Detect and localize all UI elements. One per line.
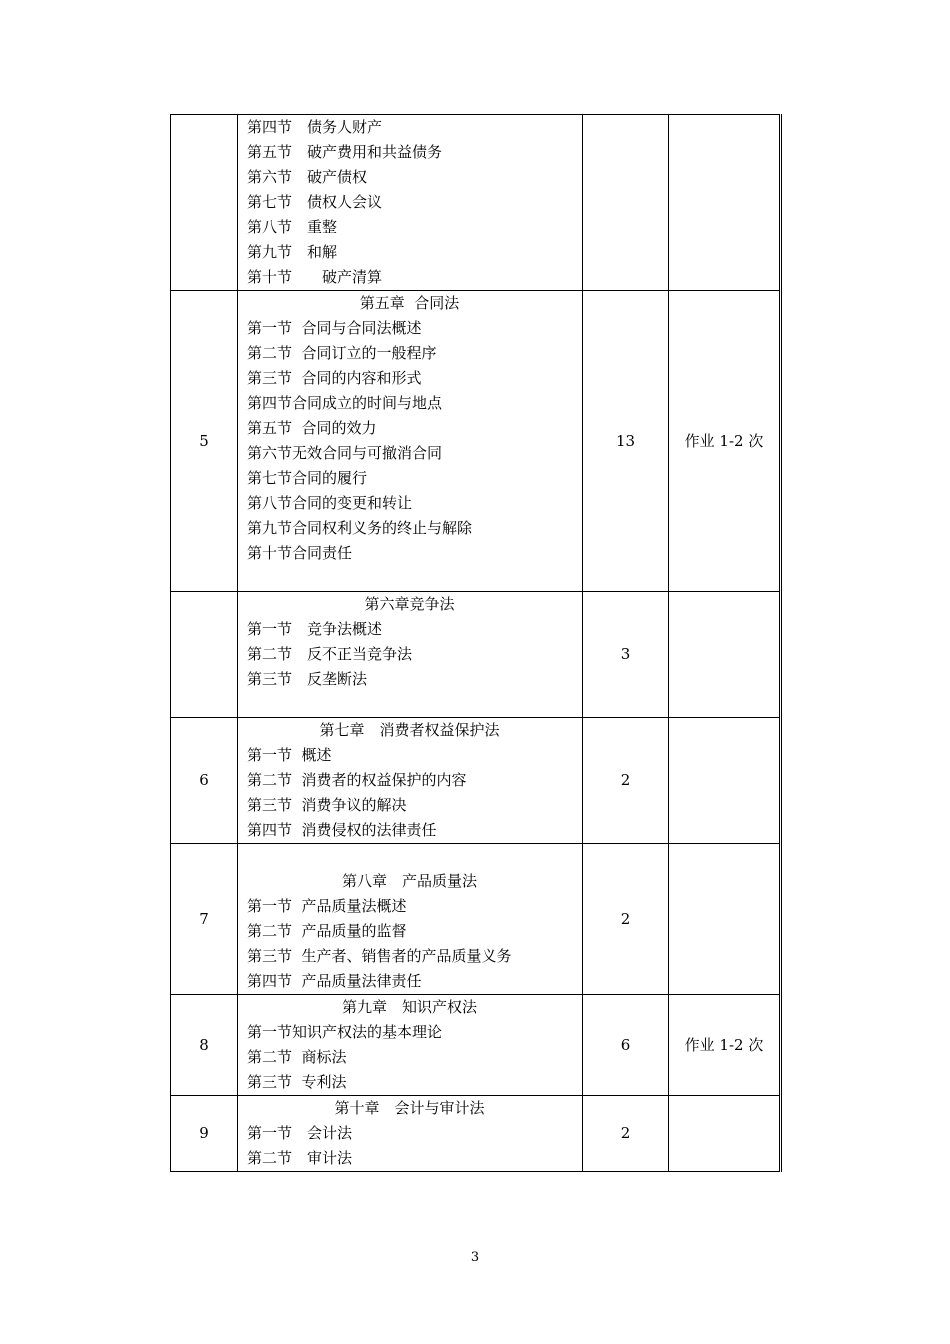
table-row xyxy=(171,291,781,592)
table-row xyxy=(171,592,781,718)
section-line: 第八节 重整 xyxy=(247,218,338,236)
section-line: 第一节 概述 xyxy=(247,746,332,764)
week-number-cell: 7 xyxy=(171,844,238,995)
table-row xyxy=(171,995,781,1096)
chapter-title: 第七章 消费者权益保护法 xyxy=(319,721,500,739)
section-line: 第二节 反不正当竞争法 xyxy=(247,645,413,663)
page-number: 3 xyxy=(470,1250,480,1265)
section-line: 第三节 消费争议的解决 xyxy=(247,796,407,814)
assignment-cell: 作业 1-2 次 xyxy=(669,291,781,592)
chapter-title: 第八章 产品质量法 xyxy=(341,872,477,890)
week-number-cell: 8 xyxy=(171,995,238,1096)
hours-cell: 2 xyxy=(583,1096,669,1172)
week-number-cell xyxy=(171,115,238,291)
week-number-cell: 9 xyxy=(171,1096,238,1172)
content-cell xyxy=(238,291,583,592)
section-line: 第九节 和解 xyxy=(247,243,338,261)
section-line: 第三节 反垄断法 xyxy=(247,670,368,688)
section-line: 第四节 产品质量法律责任 xyxy=(247,972,422,990)
week-number-cell: 6 xyxy=(171,718,238,844)
section-line: 第五节 合同的效力 xyxy=(247,419,377,437)
section-line: 第一节 合同与合同法概述 xyxy=(247,319,422,337)
hours-cell: 13 xyxy=(583,291,669,592)
hours-cell: 6 xyxy=(583,995,669,1096)
section-line: 第一节 会计法 xyxy=(247,1124,353,1142)
section-line xyxy=(247,566,572,591)
section-line: 第六节无效合同与可撤消合同 xyxy=(247,444,443,462)
section-line: 第二节 消费者的权益保护的内容 xyxy=(247,771,467,789)
table-row xyxy=(171,718,781,844)
syllabus-table xyxy=(170,114,782,1172)
section-line: 第一节 竞争法概述 xyxy=(247,620,383,638)
week-number-cell: 5 xyxy=(171,291,238,592)
section-line xyxy=(247,844,572,869)
section-line: 第三节 合同的内容和形式 xyxy=(247,369,422,387)
syllabus-rows xyxy=(171,115,781,1172)
section-line: 第三节 生产者、销售者的产品质量义务 xyxy=(247,947,512,965)
table-row xyxy=(171,1096,781,1172)
hours-cell xyxy=(583,115,669,291)
assignment-cell xyxy=(669,1096,781,1172)
assignment-cell xyxy=(669,718,781,844)
section-line: 第九节合同权利义务的终止与解除 xyxy=(247,519,473,537)
section-line: 第四节合同成立的时间与地点 xyxy=(247,394,443,412)
section-line: 第七节 债权人会议 xyxy=(247,193,383,211)
hours-cell: 3 xyxy=(583,592,669,718)
hours-cell: 2 xyxy=(583,844,669,995)
week-number-cell xyxy=(171,592,238,718)
assignment-cell xyxy=(669,115,781,291)
section-line: 第二节 合同订立的一般程序 xyxy=(247,344,437,362)
assignment-cell xyxy=(669,844,781,995)
content-cell xyxy=(238,995,583,1096)
assignment-cell xyxy=(669,592,781,718)
section-line: 第八节合同的变更和转让 xyxy=(247,494,413,512)
section-line: 第十节合同责任 xyxy=(247,544,353,562)
section-line: 第四节 债务人财产 xyxy=(247,118,383,136)
chapter-title: 第九章 知识产权法 xyxy=(341,998,477,1016)
assignment-cell: 作业 1-2 次 xyxy=(669,995,781,1096)
chapter-title: 第十章 会计与审计法 xyxy=(334,1099,485,1117)
section-line: 第六节 破产债权 xyxy=(247,168,368,186)
chapter-title: 第五章 合同法 xyxy=(359,294,460,312)
section-line: 第二节 产品质量的监督 xyxy=(247,922,407,940)
content-cell xyxy=(238,844,583,995)
table-row xyxy=(171,115,781,291)
section-line: 第七节合同的履行 xyxy=(247,469,368,487)
content-cell xyxy=(238,1096,583,1172)
section-line: 第五节 破产费用和共益债务 xyxy=(247,143,443,161)
section-line xyxy=(247,692,572,717)
section-line: 第一节知识产权法的基本理论 xyxy=(247,1023,443,1041)
chapter-title: 第六章竞争法 xyxy=(364,595,455,613)
section-line: 第二节 商标法 xyxy=(247,1048,347,1066)
section-line: 第一节 产品质量法概述 xyxy=(247,897,407,915)
section-line: 第四节 消费侵权的法律责任 xyxy=(247,821,437,839)
table-row xyxy=(171,844,781,995)
section-line: 第十节 破产清算 xyxy=(247,268,383,286)
hours-cell: 2 xyxy=(583,718,669,844)
content-cell xyxy=(238,115,583,291)
section-line: 第二节 审计法 xyxy=(247,1149,353,1167)
content-cell xyxy=(238,718,583,844)
section-line: 第三节 专利法 xyxy=(247,1073,347,1091)
content-cell xyxy=(238,592,583,718)
